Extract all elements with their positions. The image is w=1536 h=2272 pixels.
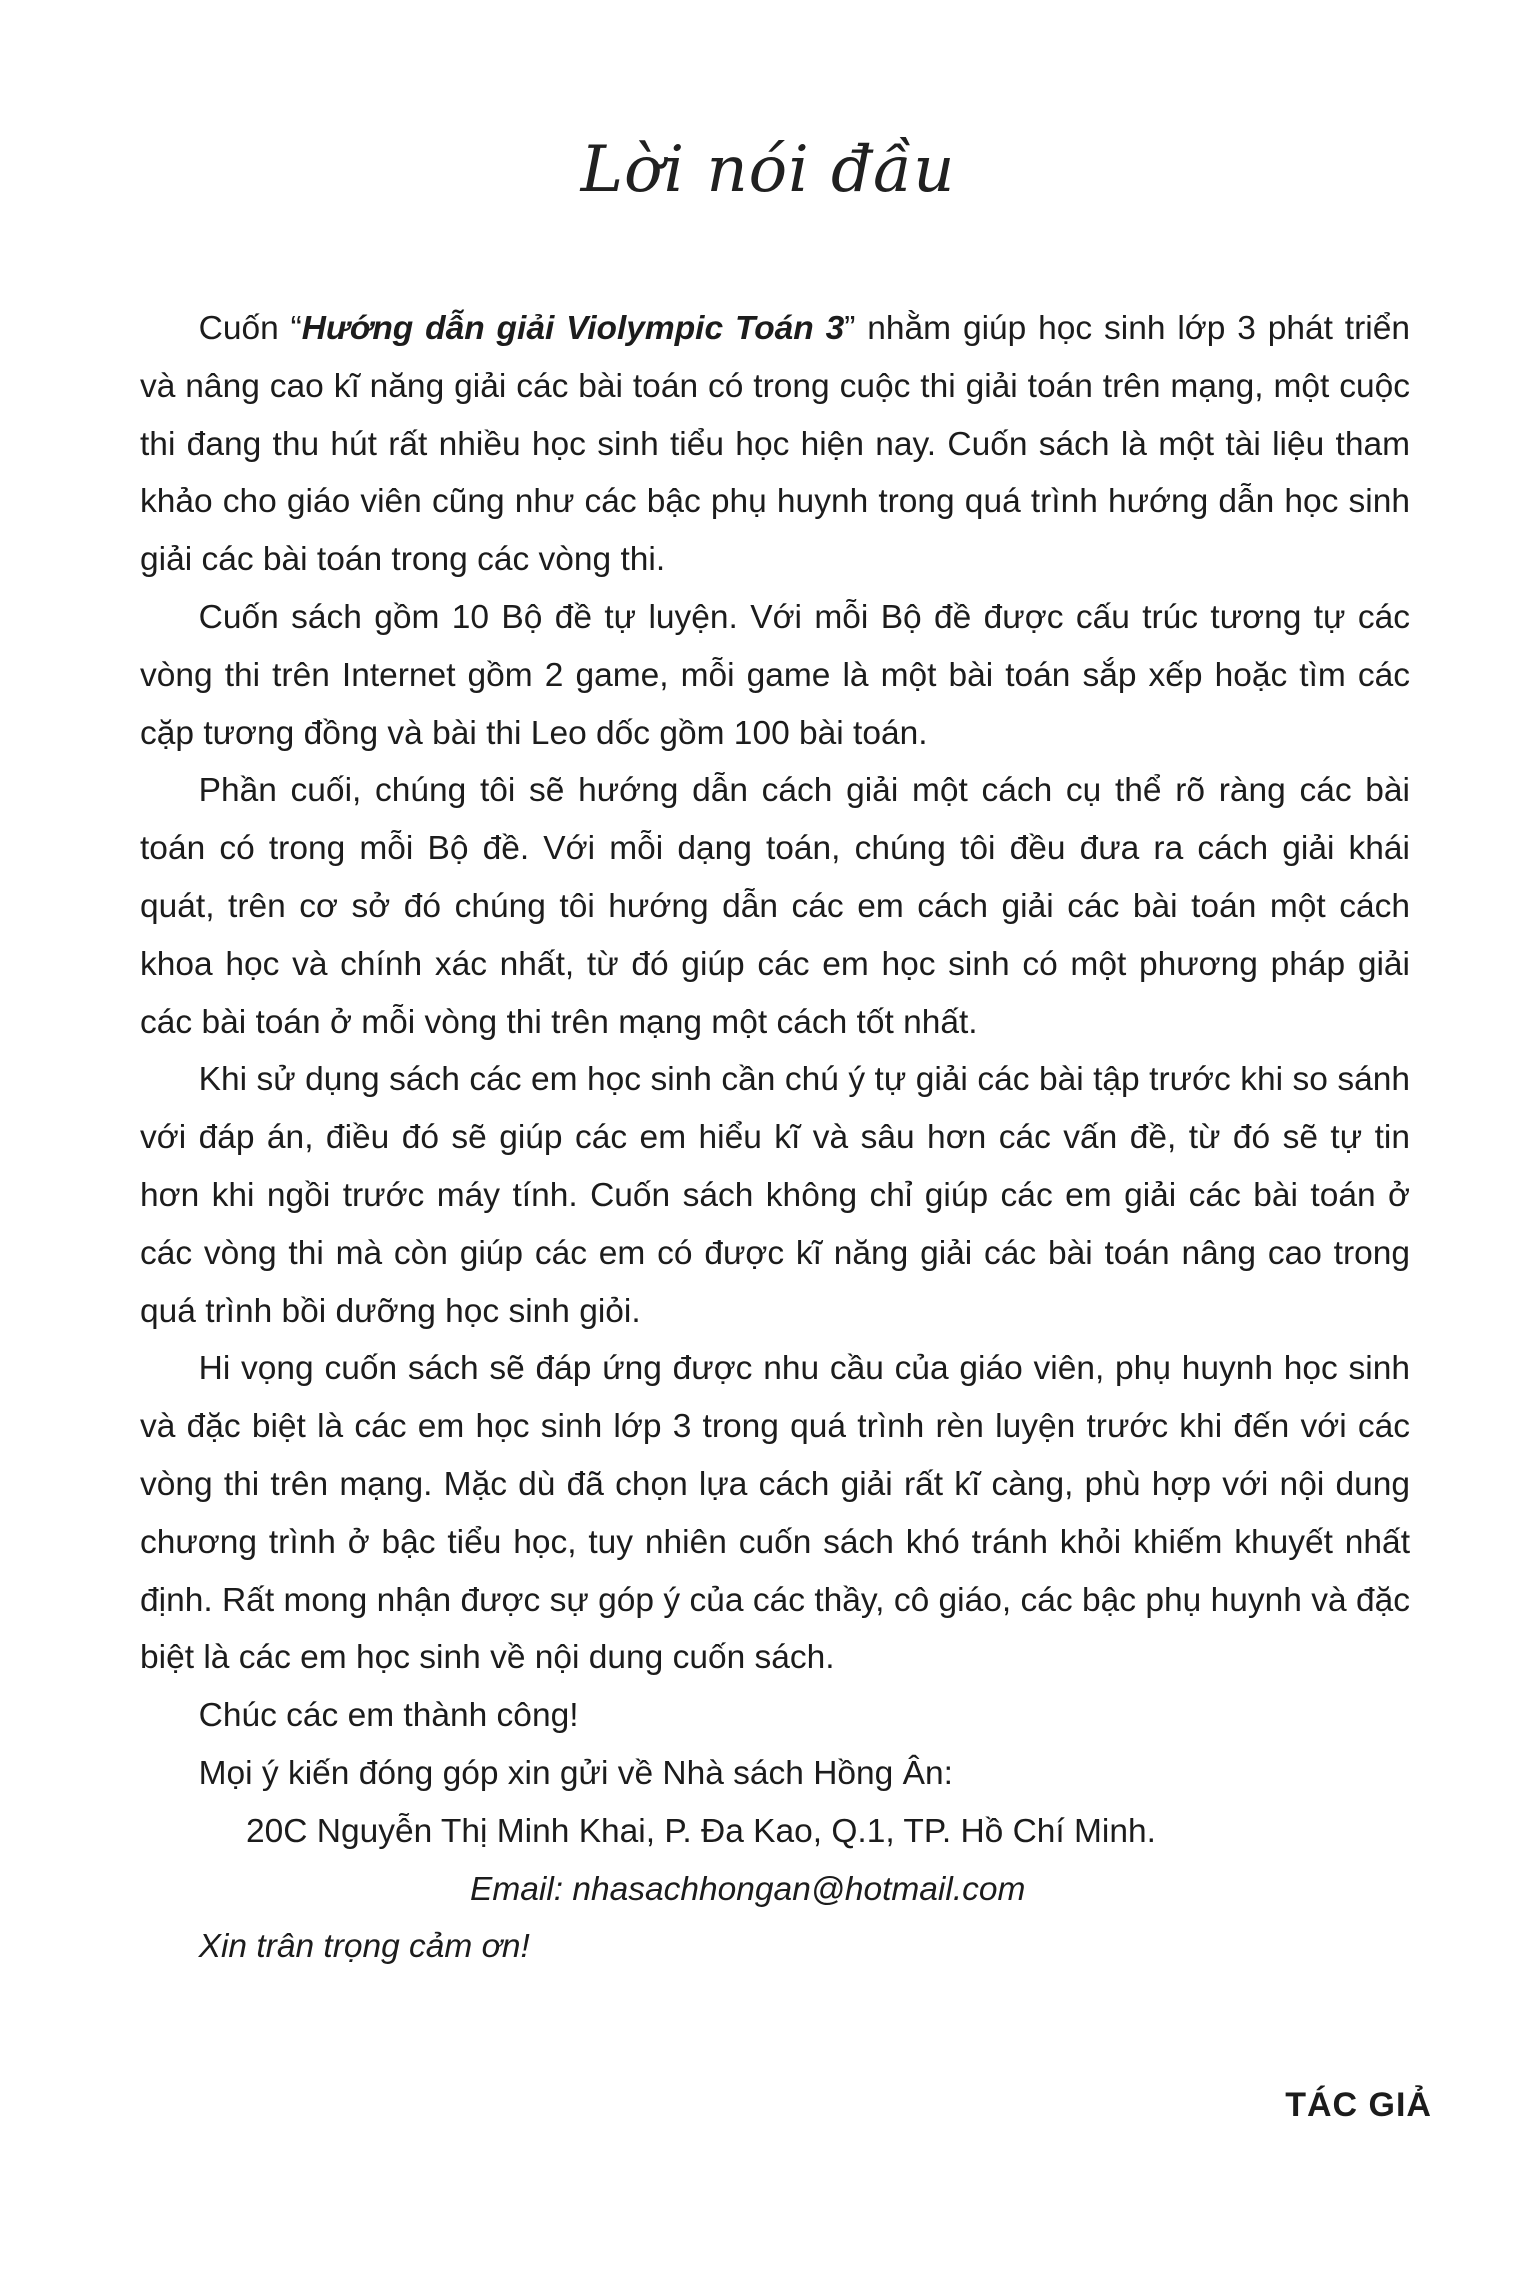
paragraph-solutions: Phần cuối, chúng tôi sẽ hướng dẫn cách giải một cách cụ thể rõ ràng các bài toán có trong mỗi Bộ đề. Với mỗi dạng toán, chúng tôi đều đưa ra cách giải khái quát, trên cơ sở đó chúng tôi hướng dẫn các em cách giải các bài toán một cách khoa học và chính xác nhất, từ đó giúp các em học sinh có một phương pháp giải các bài toán ở mỗi vòng thi trên mạng một cách tốt nhất. [140, 772, 1410, 1041]
thanks-line: Xin trân trọng cảm ơn! [198, 1928, 530, 1966]
intro-after: ” nhằm giúp học sinh lớp 3 phát triển và nâng cao kĩ năng giải các bài toán có trong cuộc thi giải toán trên mạng, một cuộc thi đang thu hút rất nhiều học sinh tiểu học hiện nay. Cuốn sách là một tài liệu tham khảo cho giáo viên cũng như các bậc phụ huynh trong quá trình hướng dẫn học sinh giải các bài toán trong các vòng thi. [140, 310, 1410, 579]
page-title: Lời nói đầu [580, 133, 956, 207]
email-line: Email: nhasachhongan@hotmail.com [470, 1870, 1026, 1908]
wish-line: Chúc các em thành công! [198, 1697, 579, 1735]
feedback-line: Mọi ý kiến đóng góp xin gửi về Nhà sách Hồng Ân: [198, 1754, 953, 1792]
preface-body [140, 300, 1410, 1976]
paragraph-usage: Khi sử dụng sách các em học sinh cần chú ý tự giải các bài tập trước khi so sánh với đáp án, điều đó sẽ giúp các em hiểu kĩ và sâu hơn các vấn đề, từ đó sẽ tự tin hơn khi ngồi trước máy tính. Cuốn sách không chỉ giúp các em giải các bài toán ở các vòng thi mà còn giúp các em có được kĩ năng giải các bài toán nâng cao trong quá trình bồi dưỡng học sinh giỏi. [140, 1061, 1410, 1330]
paragraph-hope: Hi vọng cuốn sách sẽ đáp ứng được nhu cầu của giáo viên, phụ huynh học sinh và đặc biệt là các em học sinh lớp 3 trong quá trình rèn luyện trước khi đến với các vòng thi trên mạng. Mặc dù đã chọn lựa cách giải rất kĩ càng, phù hợp với nội dung chương trình ở bậc tiểu học, tuy nhiên cuốn sách khó tránh khỏi khiếm khuyết nhất định. Rất mong nhận được sự góp ý của các thầy, cô giáo, các bậc phụ huynh và đặc biệt là các em học sinh về nội dung cuốn sách. [140, 1350, 1410, 1677]
book-title: Hướng dẫn giải Violympic Toán 3 [301, 310, 845, 347]
author-signature: TÁC GIẢ [1285, 2086, 1432, 2124]
paragraph-structure: Cuốn sách gồm 10 Bộ đề tự luyện. Với mỗi Bộ đề được cấu trúc tương tự các vòng thi trên Internet gồm 2 game, mỗi game là một bài toán sắp xếp hoặc tìm các cặp tương đồng và bài thi Leo dốc gồm 100 bài toán. [140, 598, 1410, 752]
intro-before: Cuốn “ [198, 310, 302, 347]
address-line: 20C Nguyễn Thị Minh Khai, P. Đa Kao, Q.1, TP. Hồ Chí Minh. [246, 1812, 1156, 1850]
paragraph-intro [140, 300, 1410, 589]
